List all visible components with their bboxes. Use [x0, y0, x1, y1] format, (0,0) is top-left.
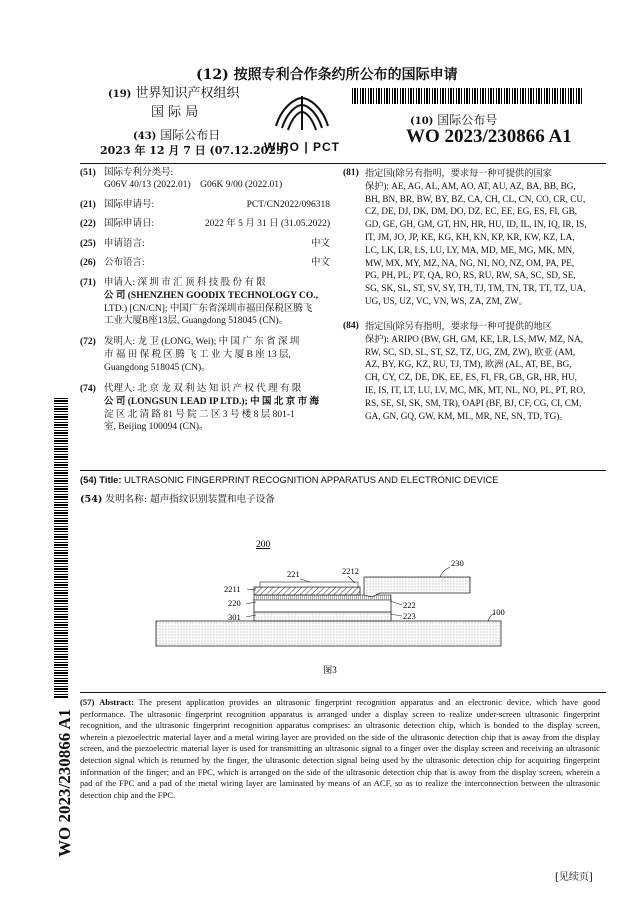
pub-date-code: (43) [133, 131, 157, 142]
field-21-value: PCT/CN2022/096318 [246, 200, 330, 210]
side-pub-number: WO 2023/230866 A1 [55, 708, 74, 857]
regions-line: 指定国(除另有指明，要求每一种可提供的地区 [365, 321, 552, 331]
inventor-line: Guangdong 518045 (CN)。 [104, 362, 211, 373]
states-line: LC, LK, LR, LS, LU, LY, MA, MD, ME, MG, MK, MN, [365, 244, 575, 255]
pad-top [260, 582, 358, 587]
abstract-divider [80, 692, 606, 693]
applicant-line: 公 司 (SHENZHEN GOODIX TECHNOLOGY CO., [104, 290, 319, 301]
fig-label-221: 221 [287, 569, 300, 579]
states-line: PG, PH, PL, PT, QA, RO, RS, RU, RW, SA, SC, SD, SE, [365, 270, 576, 281]
piezo-layer [254, 599, 391, 612]
field-22-code: (22) [80, 219, 96, 229]
title-text: 按照专利合作条约所公布的国际申请 [233, 67, 458, 83]
pub-date-value: 2023 年 12 月 7 日 (07.12.2023) [100, 144, 289, 157]
field-25-code: (25) [80, 239, 96, 249]
titles-divider [80, 470, 606, 471]
abstract-code: (57) [80, 697, 95, 707]
applicant-line: 申请人: 深 圳 市 汇 顶 科 技 股 份 有 限 [104, 278, 266, 288]
field-25-label: 申请语言: [104, 239, 145, 249]
title-en-row [80, 474, 498, 485]
fig-label-100: 100 [492, 607, 505, 617]
fig-caption: 图3 [323, 665, 337, 675]
document-title [196, 64, 458, 84]
abstract-text: The present application provides an ultrasonic fingerprint recognition apparatus and an electronic device, which have good performance. The ultrasonic fingerprint recognition apparatus is arranged under a display screen to realize under-screen ultrasonic fingerprint recognition, and the ultrasonic fingerprint recognition apparatus comprises: an ultrasonic detection chip, which is bonded to the display screen, wherein a piezoelectric material layer and a metal wiring layer are provided on the side of the ultrasonic detection chip that is away from the display screen, and the piezoelectric material layer is used for transmitting an ultrasonic signal to a finger over the display screen and receiving an ultrasonic detection signal which is returned by the finger, the ultrasonic detection signal being used by the ultrasonic detection chip for acquiring fingerprint information of the finger; and an FPC, which is arranged on the side of the ultrasonic detection chip that is away from the display screen, wherein a pad of the FPC and a pad of the metal wiring layer are laminated by means of an ACF, so as to realize the interconnection between the ultrasonic detection chip and the FPC. [80, 697, 601, 800]
agent-line: 代理人: 北 京 龙 双 利 达 知 识 产 权 代 理 有 限 [104, 384, 302, 394]
inventor-line: 市 福 田 保 税 区 腾 飞 工 业 大 厦 B 座 13 层, [104, 349, 291, 360]
fig-ref-main: 200 [256, 540, 271, 550]
field-21-label: 国际申请号: [104, 200, 155, 210]
figure-3 [150, 535, 510, 680]
fig-label-230: 230 [451, 558, 464, 568]
agent-line: 公 司 (LONGSUN LEAD IP LTD.); 中 国 北 京 市 海 [104, 396, 320, 407]
states-line: SG, SK, SL, ST, SV, SY, TH, TJ, TM, TN, TR, TT, TZ, UA, [365, 283, 586, 294]
wipo-logo [262, 92, 342, 154]
field-51-code: (51) [80, 168, 96, 178]
field-26-value: 中文 [310, 258, 330, 268]
display-screen-layer [156, 621, 501, 646]
fig-label-222: 222 [403, 600, 416, 610]
field-26-label: 公布语言: [104, 258, 145, 268]
regions-line: IE, IS, IT, LT, LU, LV, MC, MK, MT, NL, NO, PL, PT, RO, [365, 384, 586, 395]
title-cn-row [80, 491, 275, 505]
top-barcode [352, 88, 582, 104]
pub-no-label: 国际公布号 [437, 113, 498, 127]
states-line: CZ, DE, DJ, DK, DM, DO, DZ, EC, EE, EG, ES, FI, GB, [365, 206, 578, 217]
regions-line: AZ, BY, KG, KZ, RU, TJ, TM), 欧洲 (AL, AT, BE, BG, [365, 359, 572, 370]
field-51-classes: G06V 40/13 (2022.01) G06K 9/00 (2022.01) [104, 180, 283, 190]
side-barcode [54, 398, 68, 698]
applicant-line: LTD.) [CN/CN]; 中国广东省深圳市福田保税区腾飞 [104, 303, 313, 314]
org-line2: 国 际 局 [151, 105, 199, 120]
regions-line: CH, CY, CZ, DE, DK, EE, ES, FI, FR, GB, GR, HR, HU, [365, 372, 577, 383]
pub-no-value: WO 2023/230866 A1 [406, 126, 572, 147]
fig-label-2212: 2212 [342, 566, 359, 576]
title-en-label: Title: [99, 474, 122, 485]
fig-label-223: 223 [403, 611, 416, 621]
wipo-emblem-icon [262, 92, 342, 132]
title-code: (12) [196, 67, 229, 83]
footer-continued: [见续页] [555, 872, 593, 883]
abstract [80, 697, 600, 801]
field-84-code: (84) [343, 321, 359, 331]
org-code: (19) [108, 89, 132, 100]
field-26-code: (26) [80, 258, 96, 268]
field-51-label: 国际专利分类号: [104, 168, 174, 178]
field-72-code: (72) [80, 337, 96, 347]
states-line: BH, BN, BR, BW, BY, BZ, CA, CH, CL, CN, CO, CR, CU, [365, 193, 586, 204]
pub-no-code: (10) [410, 116, 434, 127]
org-line1: 世界知识产权组织 [135, 86, 240, 101]
states-line: GD, GE, GH, GM, GT, HN, HR, HU, ID, IL, IN, IQ, IR, IS, [365, 219, 587, 230]
states-line: 指定国(除另有指明，要求每一种可提供的国家 [365, 168, 552, 178]
field-21-code: (21) [80, 200, 96, 210]
inventor-line: 发明人: 龙 卫 (LONG, Wei); 中 国 广 东 省 深 圳 [104, 337, 300, 347]
field-74-code: (74) [80, 384, 96, 394]
applicant-line: 工业大厦B座13层, Guangdong 518045 (CN)。 [104, 316, 289, 327]
title-cn-label: 发明名称: [105, 494, 148, 505]
regions-line: 保护): ARIPO (BW, GH, GM, KE, LR, LS, MW, MZ, NA, [365, 333, 584, 344]
pad-layer [254, 587, 360, 595]
regions-line: GA, GN, GQ, GW, KM, ML, MR, NE, SN, TD, TG)。 [365, 410, 569, 421]
pub-date-label-row [133, 126, 220, 143]
field-71-code: (71) [80, 278, 96, 288]
states-line: MW, MX, MY, MZ, NA, NG, NI, NO, NZ, OM, PA, PE, [365, 257, 575, 268]
figure-drawing [150, 535, 510, 680]
field-22-value: 2022 年 5 月 31 日 (31.05.2022) [204, 219, 330, 229]
regions-line: RS, SE, SI, SK, SM, TR), OAPI (BF, BJ, CF, CG, CI, CM, [365, 397, 582, 408]
field-25-value: 中文 [310, 239, 330, 249]
agent-line: 淀 区 北 清 路 81 号 院 二 区 3 号 楼 8 层 801-1 [104, 409, 295, 420]
pub-date-label: 国际公布日 [160, 128, 221, 142]
title-cn-code: (54) [80, 494, 103, 505]
detection-chip-layer [254, 612, 391, 621]
field-81-code: (81) [343, 168, 359, 178]
field-22-label: 国际申请日: [104, 219, 155, 229]
abstract-label: Abstract: [99, 697, 134, 707]
fig-label-220: 220 [228, 598, 241, 608]
header-divider [80, 163, 606, 164]
states-line: IT, JM, JO, JP, KE, KG, KH, KN, KP, KR, KW, KZ, LA, [365, 231, 575, 242]
fig-label-301: 301 [228, 612, 241, 622]
title-cn-value: 超声指纹识别装置和电子设备 [150, 494, 275, 505]
states-line: UG, US, UZ, VC, VN, WS, ZA, ZM, ZW。 [365, 295, 528, 306]
states-line: 保护): AE, AG, AL, AM, AO, AT, AU, AZ, BA, BB, BG, [365, 180, 576, 191]
title-en-code: (54) [80, 474, 97, 485]
regions-line: RW, SC, SD, SL, ST, SZ, TZ, UG, ZM, ZW), 欧亚 (AM, [365, 346, 576, 357]
fpc-layer [364, 577, 470, 597]
agent-line: 室, Beijing 100094 (CN)。 [104, 422, 209, 433]
wipo-logo-text: WIPO | PCT [263, 140, 341, 154]
title-en-value: ULTRASONIC FINGERPRINT RECOGNITION APPARATUS AND ELECTRONIC DEVICE [124, 474, 499, 485]
fig-label-2211: 2211 [224, 584, 241, 594]
